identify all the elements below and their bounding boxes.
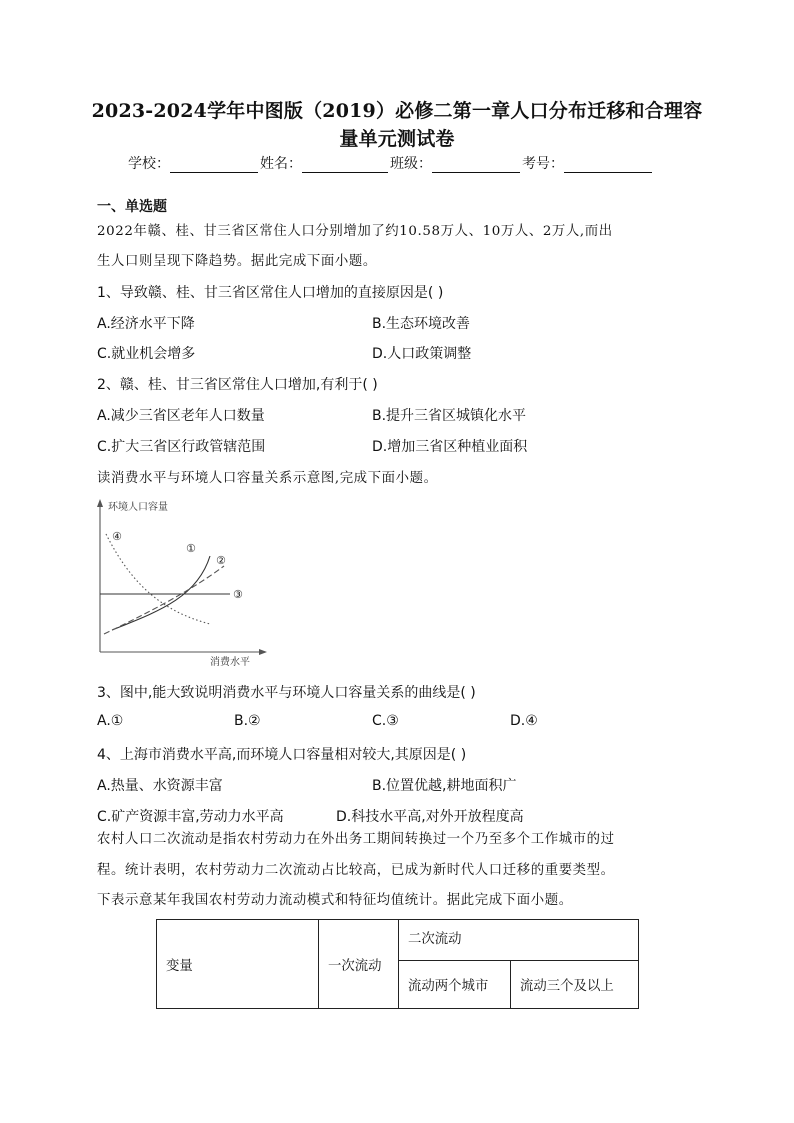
table-header-variable: 变量 <box>157 920 319 1009</box>
exam-number-label: 考号： <box>522 156 564 172</box>
name-label: 姓名： <box>260 156 302 172</box>
curve-2-label: ② <box>216 554 226 567</box>
q4-option-b[interactable]: B.位置优越,耕地面积广 <box>372 778 517 794</box>
q2-option-c[interactable]: C.扩大三省区行政管辖范围 <box>97 439 266 455</box>
section-heading: 一、单选题 <box>97 199 167 215</box>
q3-option-b[interactable]: B.② <box>234 713 261 729</box>
question2-stem: 2、赣、桂、甘三省区常住人口增加,有利于( ) <box>97 377 378 393</box>
exam-title-line2: 量单元测试卷 <box>339 128 455 150</box>
curve-4-label: ④ <box>112 530 122 543</box>
passage2-line1: 读消费水平与环境人口容量关系示意图,完成下面小题。 <box>97 471 438 486</box>
curve-3-label: ③ <box>233 588 243 601</box>
passage3-line3: 下表示意某年我国农村劳动力流动模式和特征均值统计。据此完成下面小题。 <box>97 893 573 908</box>
q1-option-d[interactable]: D.人口政策调整 <box>372 346 472 362</box>
q3-option-c[interactable]: C.③ <box>372 713 399 729</box>
table-header-second-flow: 二次流动 <box>399 920 639 961</box>
exam-title-line1: 2023-2024学年中图版（2019）必修二第一章人口分布迁移和合理容 <box>91 100 703 122</box>
question1-stem: 1、导致赣、桂、甘三省区常住人口增加的直接原因是( ) <box>97 285 444 301</box>
curve-2 <box>104 566 224 634</box>
q1-option-b[interactable]: B.生态环境改善 <box>372 316 471 332</box>
exam-number-field[interactable] <box>564 156 652 173</box>
passage3-line1: 农村人口二次流动是指农村劳动力在外出务工期间转换过一个乃至多个工作城市的过 <box>97 832 615 847</box>
migration-statistics-table <box>156 919 639 1009</box>
table-subheader-two-cities: 流动两个城市 <box>399 961 511 1009</box>
school-field[interactable] <box>170 156 258 173</box>
x-axis-label: 消费水平 <box>210 657 250 668</box>
curve-1 <box>112 556 210 630</box>
q3-option-a[interactable]: A.① <box>97 713 124 729</box>
q2-option-d[interactable]: D.增加三省区种植业面积 <box>372 439 528 455</box>
q2-option-a[interactable]: A.减少三省区老年人口数量 <box>97 408 265 424</box>
x-axis-arrow <box>259 649 267 655</box>
q3-option-d[interactable]: D.④ <box>510 713 538 729</box>
passage3-line2: 程。统计表明，农村劳动力二次流动占比较高，已成为新时代人口迁移的重要类型。 <box>97 863 615 878</box>
passage1-line1: 2022年赣、桂、甘三省区常住人口分别增加了约10.58万人、10万人、2万人,而出 <box>97 224 613 239</box>
y-axis-label: 环境人口容量 <box>108 502 168 513</box>
curve-1-label: ① <box>186 542 196 555</box>
q4-option-d[interactable]: D.科技水平高,对外开放程度高 <box>336 809 524 825</box>
y-axis-arrow <box>97 499 103 507</box>
question3-stem: 3、图中,能大致说明消费水平与环境人口容量关系的曲线是( ) <box>97 685 476 701</box>
class-label: 班级： <box>390 156 432 172</box>
student-info-row <box>128 153 654 173</box>
passage1-line2: 生人口则呈现下降趋势。据此完成下面小题。 <box>97 254 377 269</box>
q1-option-a[interactable]: A.经济水平下降 <box>97 316 195 332</box>
question4-stem: 4、上海市消费水平高,而环境人口容量相对较大,其原因是( ) <box>97 747 467 763</box>
table-subheader-three-plus: 流动三个及以上 <box>511 961 639 1009</box>
name-field[interactable] <box>302 156 388 173</box>
q4-option-c[interactable]: C.矿产资源丰富,劳动力水平高 <box>97 809 284 825</box>
school-label: 学校： <box>128 156 170 172</box>
class-field[interactable] <box>432 156 520 173</box>
q2-option-b[interactable]: B.提升三省区城镇化水平 <box>372 408 527 424</box>
q1-option-c[interactable]: C.就业机会增多 <box>97 346 196 362</box>
table-header-first-flow: 一次流动 <box>319 920 399 1009</box>
q4-option-a[interactable]: A.热量、水资源丰富 <box>97 778 223 794</box>
consumption-capacity-figure <box>92 494 272 670</box>
